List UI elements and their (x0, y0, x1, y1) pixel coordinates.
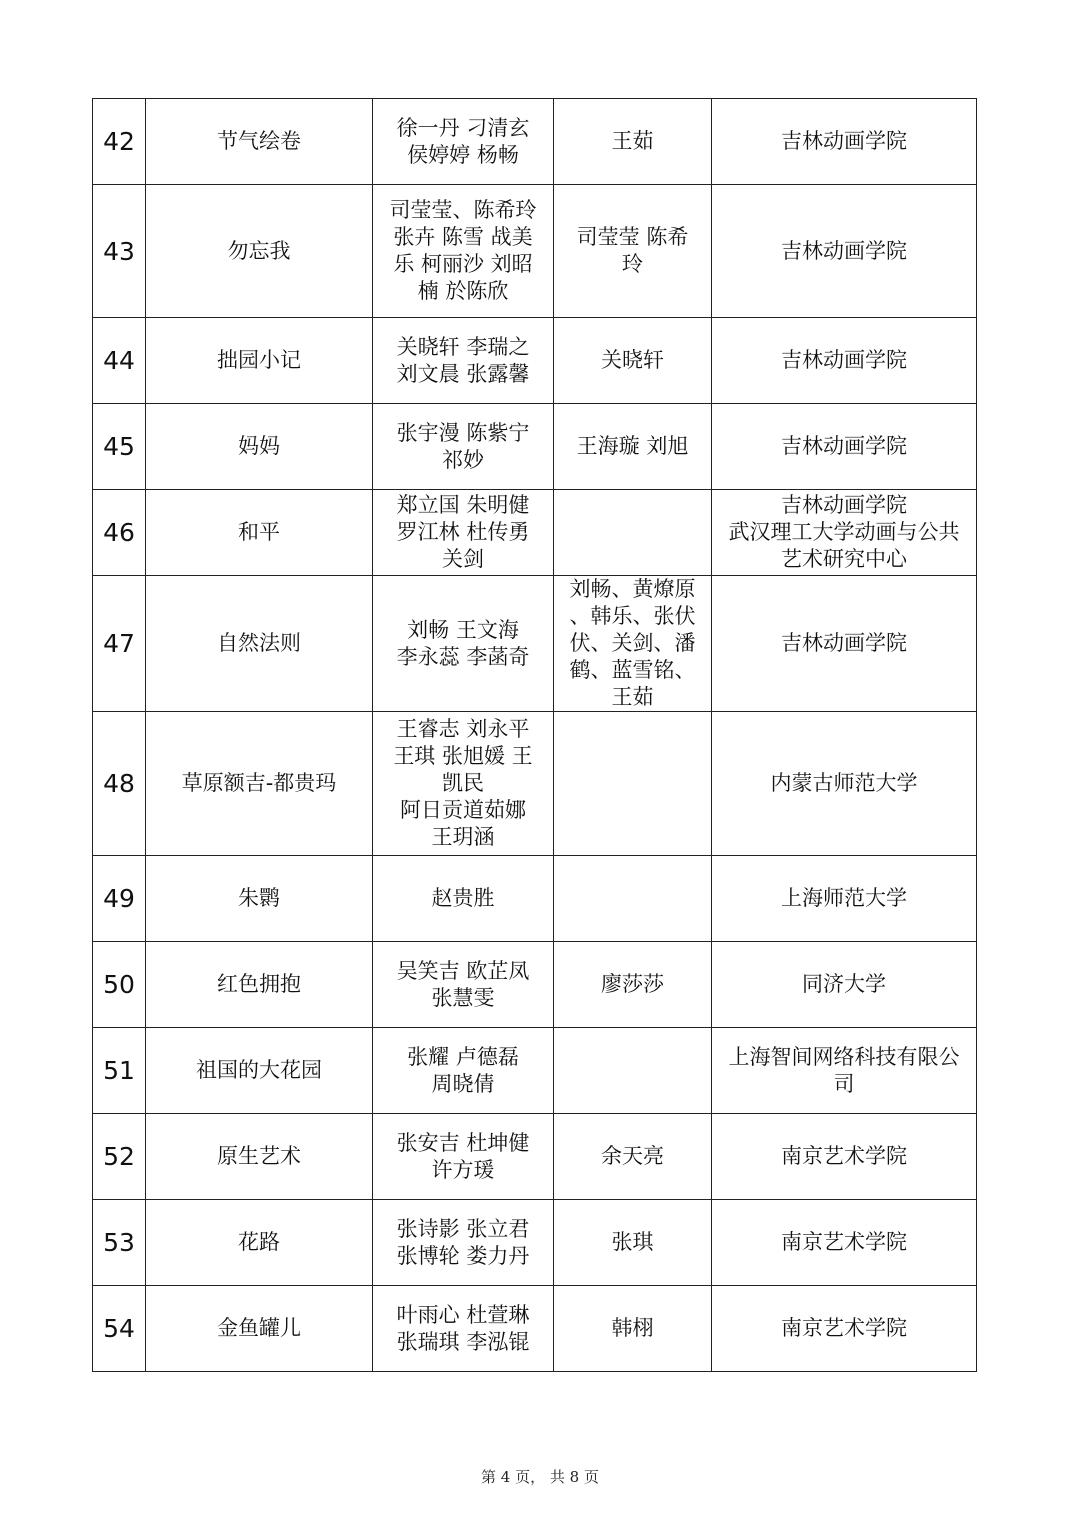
row-number: 42 (93, 99, 146, 185)
advisor (554, 1028, 712, 1114)
roster-table (92, 98, 977, 1372)
authors: 徐一丹 刁清玄 侯婷婷 杨畅 (373, 99, 554, 185)
row-number: 43 (93, 185, 146, 318)
institution: 吉林动画学院 (712, 576, 977, 712)
advisor: 廖莎莎 (554, 942, 712, 1028)
authors: 司莹莹、陈希玲 张卉 陈雪 战美 乐 柯丽沙 刘昭 楠 於陈欣 (373, 185, 554, 318)
work-title: 自然法则 (146, 576, 373, 712)
work-title: 原生艺术 (146, 1114, 373, 1200)
authors: 吴笑吉 欧芷凤 张慧雯 (373, 942, 554, 1028)
institution: 吉林动画学院 (712, 404, 977, 490)
authors: 张诗影 张立君 张博轮 娄力丹 (373, 1200, 554, 1286)
advisor (554, 490, 712, 576)
table-row (93, 318, 977, 404)
institution: 吉林动画学院 (712, 99, 977, 185)
roster-table-body (93, 99, 977, 1372)
institution: 吉林动画学院 武汉理工大学动画与公共 艺术研究中心 (712, 490, 977, 576)
table-row (93, 942, 977, 1028)
row-number: 51 (93, 1028, 146, 1114)
advisor: 王海璇 刘旭 (554, 404, 712, 490)
row-number: 48 (93, 712, 146, 856)
institution: 南京艺术学院 (712, 1200, 977, 1286)
work-title: 妈妈 (146, 404, 373, 490)
page-footer: 第 4 页， 共 8 页 (481, 1468, 599, 1486)
institution: 吉林动画学院 (712, 318, 977, 404)
row-number: 50 (93, 942, 146, 1028)
authors: 赵贵胜 (373, 856, 554, 942)
table-row (93, 856, 977, 942)
table-row (93, 1286, 977, 1372)
institution: 内蒙古师范大学 (712, 712, 977, 856)
advisor: 韩栩 (554, 1286, 712, 1372)
row-number: 52 (93, 1114, 146, 1200)
row-number: 46 (93, 490, 146, 576)
advisor: 王茹 (554, 99, 712, 185)
authors: 张宇漫 陈紫宁 祁妙 (373, 404, 554, 490)
authors: 张耀 卢德磊 周晓倩 (373, 1028, 554, 1114)
work-title: 金鱼罐儿 (146, 1286, 373, 1372)
table-row (93, 1028, 977, 1114)
table-row (93, 185, 977, 318)
advisor: 司莹莹 陈希 玲 (554, 185, 712, 318)
table-row (93, 1200, 977, 1286)
authors: 叶雨心 杜萱琳 张瑞琪 李泓锟 (373, 1286, 554, 1372)
authors: 刘畅 王文海 李永蕊 李菡奇 (373, 576, 554, 712)
table-row (93, 99, 977, 185)
work-title: 草原额吉-都贵玛 (146, 712, 373, 856)
row-number: 53 (93, 1200, 146, 1286)
advisor: 刘畅、黄燎原 、韩乐、张伏 伏、关剑、潘 鹤、蓝雪铭、 王茹 (554, 576, 712, 712)
institution: 吉林动画学院 (712, 185, 977, 318)
table-row (93, 490, 977, 576)
work-title: 节气绘卷 (146, 99, 373, 185)
institution: 上海师范大学 (712, 856, 977, 942)
authors: 张安吉 杜坤健 许方瑗 (373, 1114, 554, 1200)
work-title: 花路 (146, 1200, 373, 1286)
advisor (554, 712, 712, 856)
institution: 上海智间网络科技有限公 司 (712, 1028, 977, 1114)
work-title: 和平 (146, 490, 373, 576)
table-row (93, 1114, 977, 1200)
row-number: 54 (93, 1286, 146, 1372)
work-title: 勿忘我 (146, 185, 373, 318)
work-title: 朱鹮 (146, 856, 373, 942)
table-row (93, 576, 977, 712)
institution: 南京艺术学院 (712, 1286, 977, 1372)
authors: 关晓轩 李瑞之 刘文晨 张露馨 (373, 318, 554, 404)
work-title: 祖国的大花园 (146, 1028, 373, 1114)
row-number: 44 (93, 318, 146, 404)
row-number: 49 (93, 856, 146, 942)
authors: 郑立国 朱明健 罗江林 杜传勇 关剑 (373, 490, 554, 576)
work-title: 红色拥抱 (146, 942, 373, 1028)
authors: 王睿志 刘永平 王琪 张旭媛 王 凯民 阿日贡道茹娜 王玥涵 (373, 712, 554, 856)
institution: 南京艺术学院 (712, 1114, 977, 1200)
advisor: 张琪 (554, 1200, 712, 1286)
advisor (554, 856, 712, 942)
table-row (93, 712, 977, 856)
advisor: 关晓轩 (554, 318, 712, 404)
work-title: 拙园小记 (146, 318, 373, 404)
advisor: 余天亮 (554, 1114, 712, 1200)
row-number: 47 (93, 576, 146, 712)
row-number: 45 (93, 404, 146, 490)
institution: 同济大学 (712, 942, 977, 1028)
table-row (93, 404, 977, 490)
